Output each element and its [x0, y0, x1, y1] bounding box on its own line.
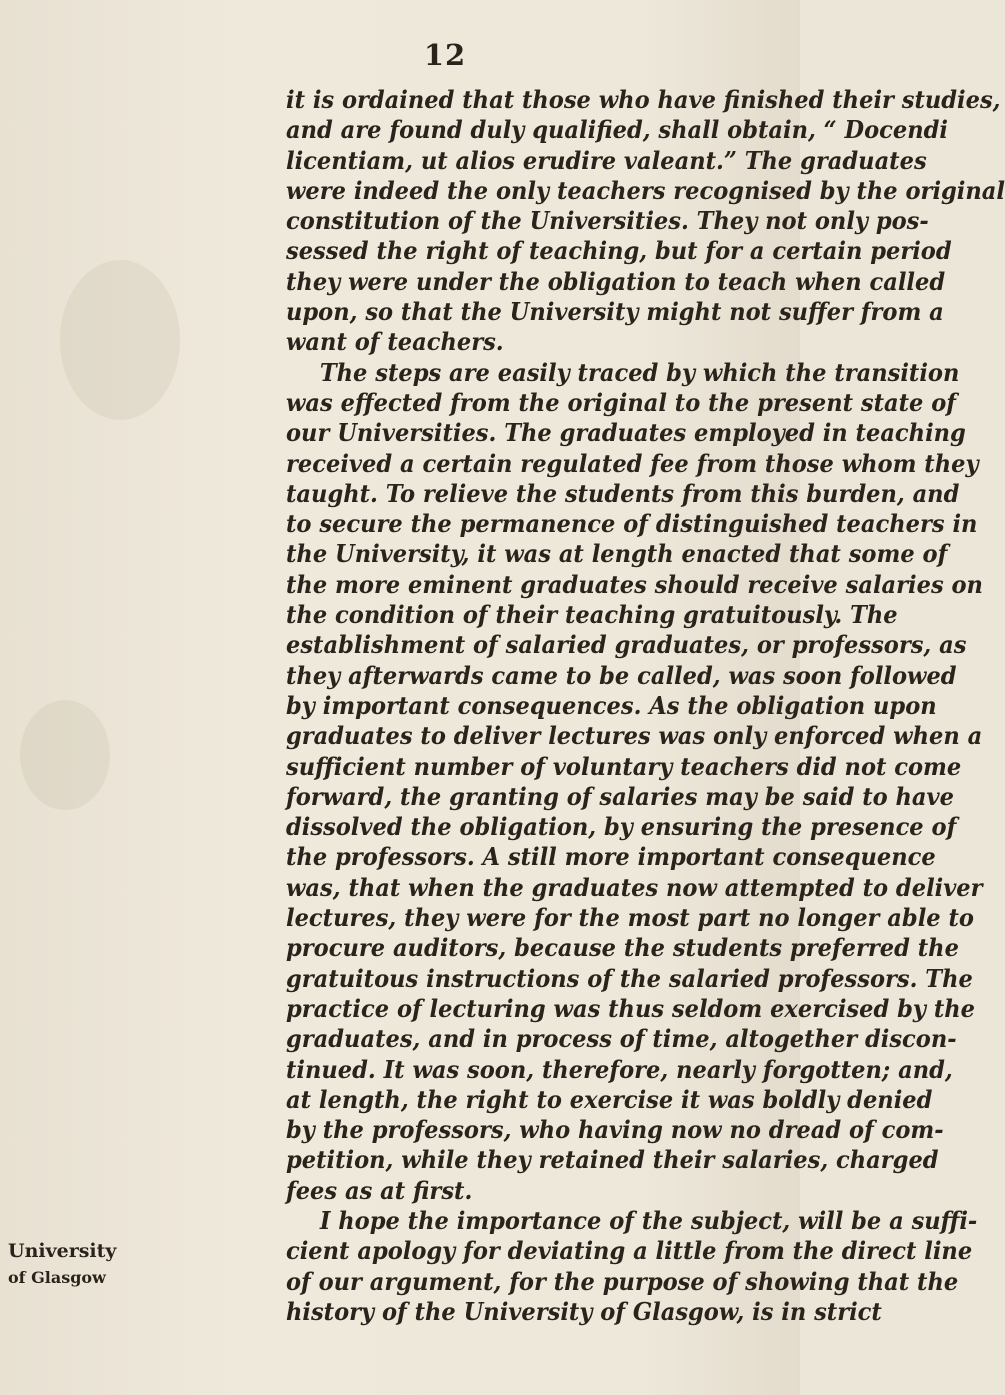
text-line: the more eminent graduates should receive salaries on	[286, 569, 983, 599]
text-line: licentiam, ut alios erudire valeant.” The graduates	[286, 145, 927, 175]
text-line: history of the University of Glasgow, is in strict	[286, 1296, 882, 1326]
page-number: 12	[423, 38, 467, 72]
text-line: to secure the permanence of distinguished teachers in	[286, 509, 978, 539]
text-line: was effected from the original to the present state of	[286, 387, 957, 417]
text-line: dissolved the obligation, by ensuring the presence of	[286, 812, 957, 842]
text-line: establishment of salaried graduates, or professors, as	[286, 630, 967, 660]
paper-stain	[20, 700, 110, 810]
text-line: sessed the right of teaching, but for a certain period	[286, 236, 952, 266]
text-line: at length, the right to exercise it was boldly denied	[286, 1084, 933, 1114]
text-line: taught. To relieve the students from this burden, and	[286, 478, 960, 508]
text-line: lectures, they were for the most part no longer able to	[286, 903, 974, 933]
margin-note-line-1: University	[8, 1240, 117, 1262]
text-line: forward, the granting of salaries may be said to have	[286, 781, 955, 811]
text-line: they were under the obligation to teach when called	[286, 266, 946, 296]
text-line: sufficient number of voluntary teachers did not come	[286, 751, 962, 781]
text-line: our Universities. The graduates employed in teaching	[286, 418, 966, 448]
text-line: was, that when the graduates now attempted to deliver	[286, 872, 983, 902]
text-line: fees as at first.	[286, 1175, 473, 1205]
paper-stain	[60, 260, 180, 420]
text-line: practice of lecturing was thus seldom exercised by the	[286, 993, 976, 1023]
text-line: of our argument, for the purpose of showing that the	[286, 1266, 959, 1296]
text-line: it is ordained that those who have finished their studies,	[286, 85, 1001, 114]
text-line: graduates to deliver lectures was only enforced when a	[286, 721, 983, 751]
text-line: graduates, and in process of time, altogether discon-	[286, 1024, 957, 1054]
text-line: tinued. It was soon, therefore, nearly forgotten; and,	[286, 1054, 953, 1084]
text-line: and are found duly qualified, shall obtain, “ Docendi	[286, 115, 948, 145]
text-line: received a certain regulated fee from those whom they	[286, 448, 979, 478]
text-line: the University, it was at length enacted that some of	[286, 539, 948, 569]
text-line: want of teachers.	[286, 327, 504, 357]
margin-note-line-2: of Glasgow	[8, 1268, 106, 1287]
text-line: procure auditors, because the students preferred the	[286, 933, 959, 963]
text-line: they afterwards came to be called, was soon followed	[286, 660, 957, 690]
text-line: the condition of their teaching gratuitously. The	[286, 600, 898, 630]
text-line: petition, while they retained their salaries, charged	[286, 1145, 939, 1175]
text-line: the professors. A still more important consequence	[286, 842, 936, 872]
text-line: I hope the importance of the subject, will be a suffi-	[319, 1205, 978, 1235]
text-line: constitution of the Universities. They not only pos-	[286, 206, 929, 236]
text-line: The steps are easily traced by which the transition	[319, 357, 960, 387]
body-text	[286, 85, 1005, 1327]
text-line: cient apology for deviating a little from the direct line	[286, 1236, 973, 1266]
text-line: gratuitous instructions of the salaried professors. The	[286, 963, 973, 993]
text-line: by the professors, who having now no dread of com-	[286, 1115, 944, 1145]
text-line: by important consequences. As the obligation upon	[286, 690, 937, 720]
text-line: upon, so that the University might not suffer from a	[286, 297, 944, 327]
text-line: were indeed the only teachers recognised by the original	[286, 175, 1005, 205]
